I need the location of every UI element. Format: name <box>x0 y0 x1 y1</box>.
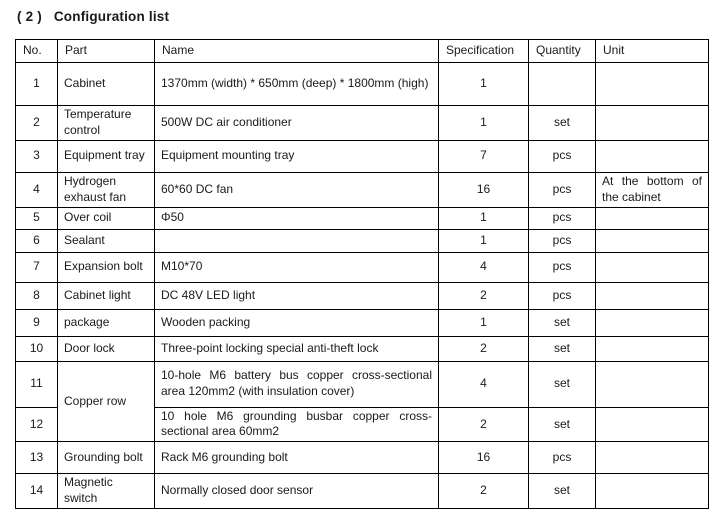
cell-name: Three-point locking special anti-theft lock <box>155 336 439 361</box>
cell-part: package <box>58 309 155 336</box>
section-title: ( 2 ) Configuration list <box>17 9 170 24</box>
cell-specification: 1 <box>439 106 529 141</box>
cell-unit <box>596 140 709 172</box>
cell-name: DC 48V LED light <box>155 282 439 309</box>
cell-unit <box>596 282 709 309</box>
cell-part-merged: Copper row <box>58 361 155 442</box>
cell-quantity: pcs <box>529 172 596 207</box>
cell-unit <box>596 229 709 252</box>
cell-unit <box>596 361 709 407</box>
cell-part: Equipment tray <box>58 140 155 172</box>
configuration-table <box>15 39 709 509</box>
table-header-row <box>16 40 709 63</box>
cell-no: 14 <box>16 474 58 509</box>
cell-quantity: set <box>529 361 596 407</box>
cell-name: 10 hole M6 grounding busbar copper cross-sectional area 60mm2 <box>155 407 439 442</box>
cell-name: Normally closed door sensor <box>155 474 439 509</box>
cell-quantity: pcs <box>529 442 596 474</box>
cell-part: Grounding bolt <box>58 442 155 474</box>
cell-specification: 7 <box>439 140 529 172</box>
cell-quantity: set <box>529 309 596 336</box>
cell-unit <box>596 207 709 229</box>
cell-part: Sealant <box>58 229 155 252</box>
cell-specification: 1 <box>439 207 529 229</box>
cell-quantity: pcs <box>529 140 596 172</box>
table-row <box>16 140 709 172</box>
table-row <box>16 336 709 361</box>
table-row <box>16 282 709 309</box>
table-row <box>16 442 709 474</box>
cell-specification: 1 <box>439 229 529 252</box>
cell-quantity: pcs <box>529 282 596 309</box>
table-row <box>16 172 709 207</box>
table-row <box>16 252 709 282</box>
cell-unit <box>596 474 709 509</box>
cell-name: Φ50 <box>155 207 439 229</box>
table-row <box>16 63 709 106</box>
cell-quantity: pcs <box>529 229 596 252</box>
cell-no: 1 <box>16 63 58 106</box>
table-row <box>16 207 709 229</box>
cell-name: Equipment mounting tray <box>155 140 439 172</box>
cell-quantity: set <box>529 106 596 141</box>
cell-unit <box>596 407 709 442</box>
cell-name <box>155 229 439 252</box>
cell-quantity: pcs <box>529 252 596 282</box>
cell-no: 6 <box>16 229 58 252</box>
cell-quantity: pcs <box>529 207 596 229</box>
cell-no: 9 <box>16 309 58 336</box>
cell-no: 3 <box>16 140 58 172</box>
cell-specification: 2 <box>439 336 529 361</box>
cell-name: 60*60 DC fan <box>155 172 439 207</box>
column-header-specification: Specification <box>439 40 529 63</box>
cell-part: Magnetic switch <box>58 474 155 509</box>
cell-no: 13 <box>16 442 58 474</box>
cell-specification: 1 <box>439 309 529 336</box>
cell-specification: 1 <box>439 63 529 106</box>
cell-unit <box>596 106 709 141</box>
cell-part: Expansion bolt <box>58 252 155 282</box>
cell-specification: 4 <box>439 361 529 407</box>
cell-specification: 2 <box>439 407 529 442</box>
table-row <box>16 229 709 252</box>
column-header-no: No. <box>16 40 58 63</box>
column-header-quantity: Quantity <box>529 40 596 63</box>
cell-name: M10*70 <box>155 252 439 282</box>
table-row <box>16 106 709 141</box>
cell-part: Cabinet light <box>58 282 155 309</box>
table-row <box>16 474 709 509</box>
cell-specification: 2 <box>439 282 529 309</box>
cell-no: 10 <box>16 336 58 361</box>
cell-no: 7 <box>16 252 58 282</box>
cell-specification: 16 <box>439 442 529 474</box>
cell-unit <box>596 63 709 106</box>
cell-unit <box>596 442 709 474</box>
column-header-part: Part <box>58 40 155 63</box>
cell-name: 1370mm (width) * 650mm (deep) * 1800mm (high) <box>155 63 439 106</box>
cell-name: 10-hole M6 battery bus copper cross-sectional area 120mm2 (with insulation cover) <box>155 361 439 407</box>
cell-part: Over coil <box>58 207 155 229</box>
cell-quantity: set <box>529 474 596 509</box>
cell-no: 5 <box>16 207 58 229</box>
cell-no: 12 <box>16 407 58 442</box>
cell-specification: 4 <box>439 252 529 282</box>
table-row <box>16 309 709 336</box>
cell-unit <box>596 309 709 336</box>
column-header-unit: Unit <box>596 40 709 63</box>
cell-name: Rack M6 grounding bolt <box>155 442 439 474</box>
cell-unit <box>596 336 709 361</box>
cell-specification: 2 <box>439 474 529 509</box>
cell-unit: At the bottom of the cabinet <box>596 172 709 207</box>
cell-part: Door lock <box>58 336 155 361</box>
cell-no: 2 <box>16 106 58 141</box>
cell-name: 500W DC air conditioner <box>155 106 439 141</box>
cell-no: 8 <box>16 282 58 309</box>
cell-part: Temperature control <box>58 106 155 141</box>
cell-part: Hydrogen exhaust fan <box>58 172 155 207</box>
cell-specification: 16 <box>439 172 529 207</box>
cell-quantity: set <box>529 336 596 361</box>
cell-quantity: set <box>529 407 596 442</box>
cell-name: Wooden packing <box>155 309 439 336</box>
cell-no: 4 <box>16 172 58 207</box>
cell-unit <box>596 252 709 282</box>
column-header-name: Name <box>155 40 439 63</box>
cell-no: 11 <box>16 361 58 407</box>
table-row <box>16 361 709 407</box>
cell-part: Cabinet <box>58 63 155 106</box>
cell-quantity <box>529 63 596 106</box>
